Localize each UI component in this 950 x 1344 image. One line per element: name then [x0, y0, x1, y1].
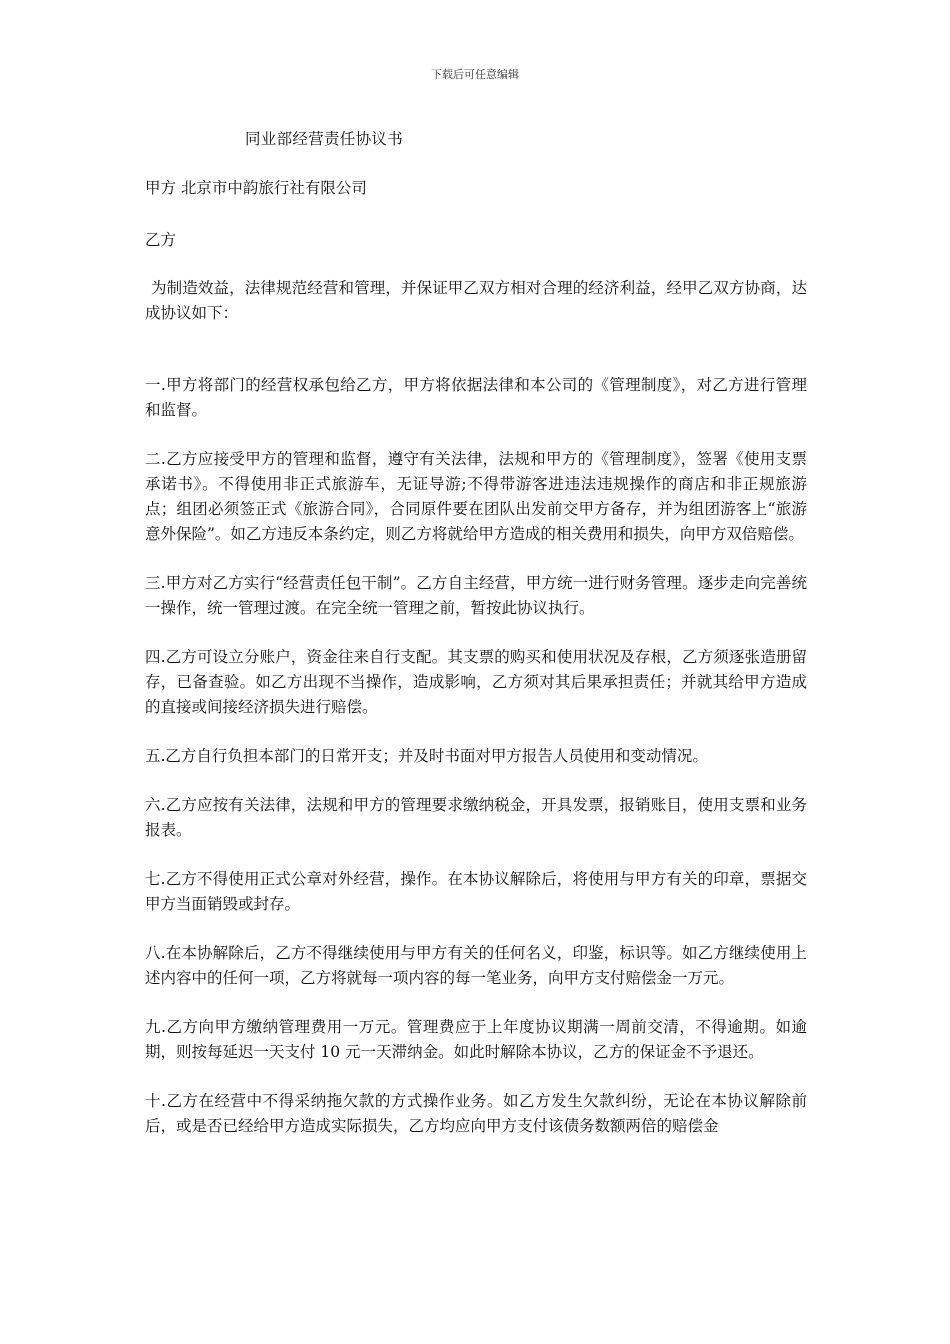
clause-list: [145, 373, 807, 1163]
clause-7: 七.乙方不得使用正式公章对外经营，操作。在本协议解除后，将使用与甲方有关的印章，票据交甲方当面销毁或封存。: [145, 870, 807, 913]
document-title: 同业部经营责任协议书: [245, 130, 404, 148]
clause-1: 一.甲方将部门的经营权承包给乙方，甲方将依据法律和本公司的《管理制度》，对乙方进行管理和监督。: [145, 376, 807, 419]
clause-5: 五.乙方自行负担本部门的日常开支；并及时书面对甲方报告人员使用和变动情况。: [145, 747, 708, 765]
intro-paragraph: 为制造效益，法律规范经营和管理，并保证甲乙双方相对合理的经济利益，经甲乙双方协商，达成协议如下：: [145, 279, 807, 322]
clause-10: 十.乙方在经营中不得采纳拖欠款的方式操作业务。如乙方发生欠款纠纷，无论在本协议解除前后，或是否已经给甲方造成实际损失，乙方均应向甲方支付该债务数额两倍的赔偿金: [145, 1092, 807, 1135]
header-note: 下载后可任意编辑: [431, 68, 519, 81]
clause-2: 二.乙方应接受甲方的管理和监督，遵守有关法律，法规和甲方的《管理制度》，签署《使用支票承诺书》。不得使用非正式旅游车，无证导游;不得带游客进违法违规操作的商店和非正规旅游点；组团必须签正式《旅游合同》，合同原件要在团队出发前交甲方备存，并为组团游客上“旅游意外保险”。如乙方违反本条约定，则乙方将就给甲方造成的相关费用和损失，向甲方双倍赔偿。: [145, 450, 807, 543]
clause-4: 四.乙方可设立分账户，资金往来自行支配。其支票的购买和使用状况及存根，乙方须逐张造册留存，已备查验。如乙方出现不当操作，造成影响，乙方须对其后果承担责任；并就其给甲方造成的直接或间接经济损失进行赔偿。: [145, 648, 807, 716]
clause-9: 九.乙方向甲方缴纳管理费用一万元。管理费应于上年度协议期满一周前交清，不得逾期。如逾期，则按每延迟一天支付 10 元一天滞纳金。如此时解除本协议，乙方的保证金不予退还。: [145, 1018, 807, 1061]
clause-8: 八.在本协解除后，乙方不得继续使用与甲方有关的任何名义，印鉴，标识等。如乙方继续使用上述内容中的任何一项，乙方将就每一项内容的每一笔业务，向甲方支付赔偿金一万元。: [145, 944, 807, 987]
party-b-line: 乙方: [145, 231, 177, 249]
party-a-line: 甲方 北京市中韵旅行社有限公司: [145, 179, 367, 197]
clause-3: 三.甲方对乙方实行“经营责任包干制”。乙方自主经营，甲方统一进行财务管理。逐步走向完善统一操作，统一管理过渡。在完全统一管理之前，暂按此协议执行。: [145, 574, 807, 617]
clause-6: 六.乙方应按有关法律，法规和甲方的管理要求缴纳税金，开具发票，报销账目，使用支票和业务报表。: [145, 796, 807, 839]
